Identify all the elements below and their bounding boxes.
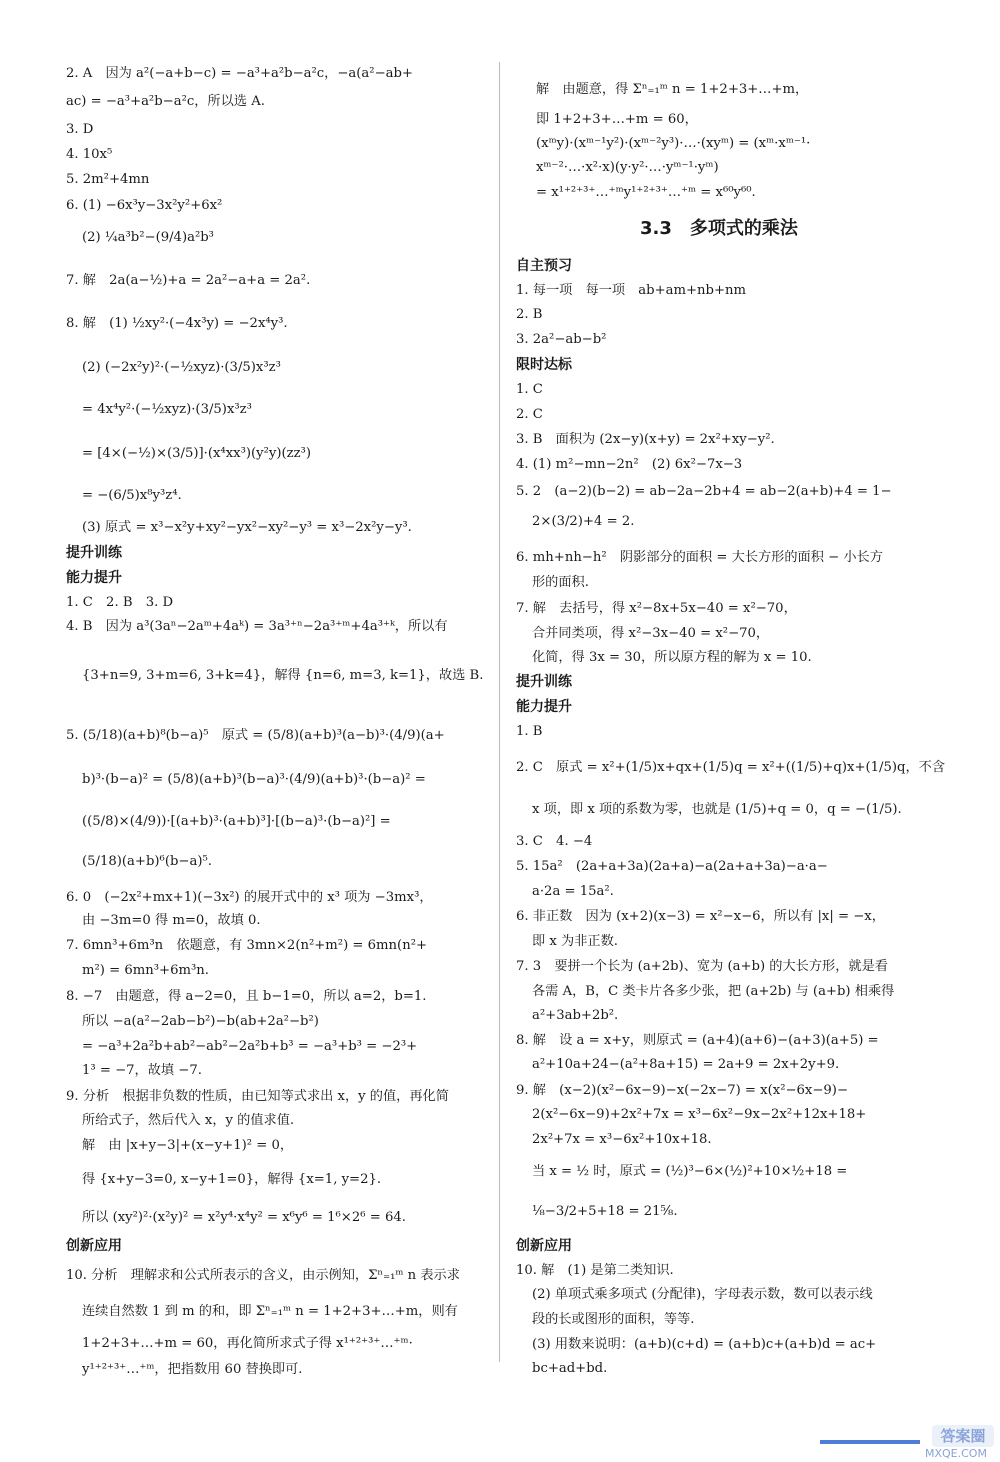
text-line: 所以 −a(a²−2ab−b²)−b(ab+2a²−b²) — [82, 1014, 319, 1029]
text-line: = −(6/5)x⁸y³z⁴. — [82, 488, 182, 503]
text-line: 6. (1) −6x³y−3x²y²+6x² — [66, 198, 223, 213]
text-line: 由 −3m=0 得 m=0，故填 0. — [82, 913, 261, 928]
text-line: 2×(3/2)+4 = 2. — [532, 514, 635, 529]
section-heading: 能力提升 — [66, 570, 122, 586]
text-line: 解 由 |x+y−3|+(x−y+1)² = 0， — [82, 1138, 294, 1153]
text-line: 3. D — [66, 122, 94, 137]
text-line: 5. 15a² (2a+a+3a)(2a+a)−a(2a+a+3a)−a·a− — [516, 859, 828, 874]
text-line: 1. 每一项 每一项 ab+am+nb+nm — [516, 283, 747, 298]
section-heading: 自主预习 — [516, 258, 572, 274]
text-line: 化简，得 3x = 30，所以原方程的解为 x = 10. — [532, 650, 812, 665]
text-line: 2. A 因为 a²(−a+b−c) = −a³+a²b−a²c，−a(a²−ab+ — [66, 66, 413, 81]
text-line: b)³·(b−a)² = (5/8)(a+b)³(b−a)³·(4/9)(a+b)³·(b−a)² = — [82, 772, 426, 787]
text-line: 7. 解 2a(a−½)+a = 2a²−a+a = 2a². — [66, 273, 311, 288]
text-line: 6. 0 (−2x²+mx+1)(−3x²) 的展开式中的 x³ 项为 −3mx³， — [66, 890, 433, 905]
section-title: 3.3 多项式的乘法 — [640, 218, 798, 239]
text-line: 4. (1) m²−mn−2n² (2) 6x²−7x−3 — [516, 457, 743, 472]
text-line: x 项，即 x 项的系数为零，也就是 (1/5)+q = 0，q = −(1/5). — [532, 802, 902, 817]
section-heading: 创新应用 — [66, 1238, 122, 1254]
text-line: 3. C 4. −4 — [516, 834, 593, 849]
text-line: m²) = 6mn³+6m³n. — [82, 963, 209, 978]
watermark-logo: 答案圈 — [932, 1425, 994, 1447]
text-line: 8. 解 (1) ½xy²·(−4x³y) = −2x⁴y³. — [66, 316, 288, 331]
text-line: 所以 (xy²)²·(x²y)² = x²y⁴·x⁴y² = x⁶y⁶ = 1⁶×2⁶ = 64. — [82, 1210, 406, 1225]
text-line: 7. 6mn³+6m³n 依题意，有 3mn×2(n²+m²) = 6mn(n²+ — [66, 938, 428, 953]
text-line: 3. B 面积为 (2x−y)(x+y) = 2x²+xy−y². — [516, 432, 775, 447]
watermark-url: MXQE.COM — [925, 1447, 987, 1460]
text-line: 4. 10x⁵ — [66, 147, 113, 162]
section-heading: 提升训练 — [516, 674, 572, 690]
text-line: 6. mh+nh−h² 阴影部分的面积 = 大长方形的面积 − 小长方 — [516, 550, 883, 565]
text-line: 5. 2m²+4mn — [66, 172, 150, 187]
text-line: = −a³+2a²b+ab²−ab²−2a²b+b³ = −a³+b³ = −2³+ — [82, 1039, 418, 1054]
text-line: 各需 A，B，C 类卡片各多少张，把 (a+2b) 与 (a+b) 相乘得 — [532, 984, 895, 999]
decorative-bar — [820, 1440, 920, 1444]
text-line: 9. 分析 根据非负数的性质，由已知等式求出 x，y 的值，再化简 — [66, 1089, 449, 1104]
text-line: (2) 单项式乘多项式 (分配律)，字母表示数，数可以表示线 — [532, 1287, 873, 1302]
text-line: 所给式子，然后代入 x，y 的值求值. — [82, 1113, 295, 1128]
text-line: 7. 3 要拼一个长为 (a+2b)、宽为 (a+b) 的大长方形，就是看 — [516, 959, 888, 974]
text-line: xᵐ⁻²·…·x²·x)(y·y²·…·yᵐ⁻¹·yᵐ) — [536, 160, 719, 175]
text-line: ((5/8)×(4/9))·[(a+b)³·(a+b)³]·[(b−a)³·(b−a)²] = — [82, 814, 391, 829]
text-line: 8. −7 由题意，得 a−2=0，且 b−1=0，所以 a=2，b=1. — [66, 989, 427, 1004]
text-line: 1³ = −7，故填 −7. — [82, 1063, 202, 1078]
text-line: 即 1+2+3+…+m = 60， — [536, 112, 698, 127]
text-line: (2) (−2x²y)²·(−½xyz)·(3/5)x³z³ — [82, 360, 281, 375]
text-line: 2x²+7x = x³−6x²+10x+18. — [532, 1132, 712, 1147]
text-line: 合并同类项，得 x²−3x−40 = x²−70， — [532, 626, 770, 641]
text-line: (5/18)(a+b)⁶(b−a)⁵. — [82, 854, 212, 869]
text-line: 5. 2 (a−2)(b−2) = ab−2a−2b+4 = ab−2(a+b)+4 = 1− — [516, 484, 892, 499]
text-line: 即 x 为非正数. — [532, 934, 618, 949]
text-line: {3+n=9, 3+m=6, 3+k=4}，解得 {n=6, m=3, k=1}，故选 B. — [82, 668, 484, 683]
text-line: 6. 非正数 因为 (x+2)(x−3) = x²−x−6，所以有 |x| = −x， — [516, 909, 885, 924]
text-line: 1+2+3+…+m = 60，再化简所求式子得 x¹⁺²⁺³⁺…⁺ᵐ· — [82, 1336, 413, 1351]
section-heading: 限时达标 — [516, 357, 572, 373]
text-line: bc+ad+bd. — [532, 1361, 608, 1376]
text-line: (3) 用数来说明：(a+b)(c+d) = (a+b)c+(a+b)d = ac+ — [532, 1337, 877, 1352]
text-line: 3. 2a²−ab−b² — [516, 332, 607, 347]
text-line: 2. C 原式 = x²+(1/5)x+qx+(1/5)q = x²+((1/5)+q)x+(1/5)q，不含 — [516, 760, 946, 775]
text-line: ac) = −a³+a²b−a²c，所以选 A. — [66, 94, 265, 109]
text-line: 10. 解 (1) 是第二类知识. — [516, 1263, 674, 1278]
text-line: a·2a = 15a². — [532, 884, 614, 899]
text-line: 5. (5/18)(a+b)⁸(b−a)⁵ 原式 = (5/8)(a+b)³(a−b)³·(4/9)(a+ — [66, 728, 445, 743]
text-line: (3) 原式 = x³−x²y+xy²−yx²−xy²−y³ = x³−2x²y−y³. — [82, 520, 412, 535]
section-heading: 能力提升 — [516, 699, 572, 715]
text-line: (xᵐy)·(xᵐ⁻¹y²)·(xᵐ⁻²y³)·…·(xyᵐ) = (xᵐ·xᵐ⁻¹· — [536, 136, 811, 151]
section-heading: 提升训练 — [66, 545, 122, 561]
text-line: y¹⁺²⁺³⁺…⁺ᵐ，把指数用 60 替换即可. — [82, 1362, 303, 1377]
text-line: 解 由题意，得 Σⁿ₌₁ᵐ n = 1+2+3+…+m， — [536, 82, 809, 97]
text-line: 2. B — [516, 307, 543, 322]
section-heading: 创新应用 — [516, 1238, 572, 1254]
text-line: 1. C 2. B 3. D — [66, 595, 174, 610]
text-line: 1. C — [516, 382, 543, 397]
text-line: = [4×(−½)×(3/5)]·(x⁴xx³)(y²y)(zz³) — [82, 446, 311, 461]
text-line: 当 x = ½ 时，原式 = (½)³−6×(½)²+10×½+18 = — [532, 1164, 848, 1179]
column-divider — [499, 62, 500, 1362]
text-line: a²+3ab+2b². — [532, 1008, 619, 1023]
text-line: (2) ¼a³b²−(9/4)a²b³ — [82, 230, 214, 245]
text-line: 7. 解 去括号，得 x²−8x+5x−40 = x²−70， — [516, 601, 797, 616]
text-line: 2. C — [516, 407, 543, 422]
text-line: 段的长或图形的面积，等等. — [532, 1312, 695, 1327]
text-line: 2(x²−6x−9)+2x²+7x = x³−6x²−9x−2x²+12x+18+ — [532, 1107, 867, 1122]
text-line: 9. 解 (x−2)(x²−6x−9)−x(−2x−7) = x(x²−6x−9)− — [516, 1083, 848, 1098]
text-line: 8. 解 设 a = x+y，则原式 = (a+4)(a+6)−(a+3)(a+5) = — [516, 1033, 879, 1048]
text-line: 4. B 因为 a³(3aⁿ−2aᵐ+4aᵏ) = 3a³⁺ⁿ−2a³⁺ᵐ+4a³⁺ᵏ，所以有 — [66, 619, 448, 634]
text-line: = x¹⁺²⁺³⁺…⁺ᵐy¹⁺²⁺³⁺…⁺ᵐ = x⁶⁰y⁶⁰. — [536, 185, 756, 200]
text-line: = 4x⁴y²·(−½xyz)·(3/5)x³z³ — [82, 402, 252, 417]
text-line: 得 {x+y−3=0, x−y+1=0}，解得 {x=1, y=2}. — [82, 1172, 382, 1187]
text-line: a²+10a+24−(a²+8a+15) = 2a+9 = 2x+2y+9. — [532, 1057, 840, 1072]
text-line: 10. 分析 理解求和公式所表示的含义，由示例知，Σⁿ₌₁ᵐ n 表示求 — [66, 1268, 460, 1283]
text-line: ⅛−3/2+5+18 = 21⅝. — [532, 1204, 678, 1219]
text-line: 连续自然数 1 到 m 的和，即 Σⁿ₌₁ᵐ n = 1+2+3+…+m，则有 — [82, 1304, 458, 1319]
text-line: 1. B — [516, 724, 543, 739]
text-line: 形的面积. — [532, 575, 589, 590]
